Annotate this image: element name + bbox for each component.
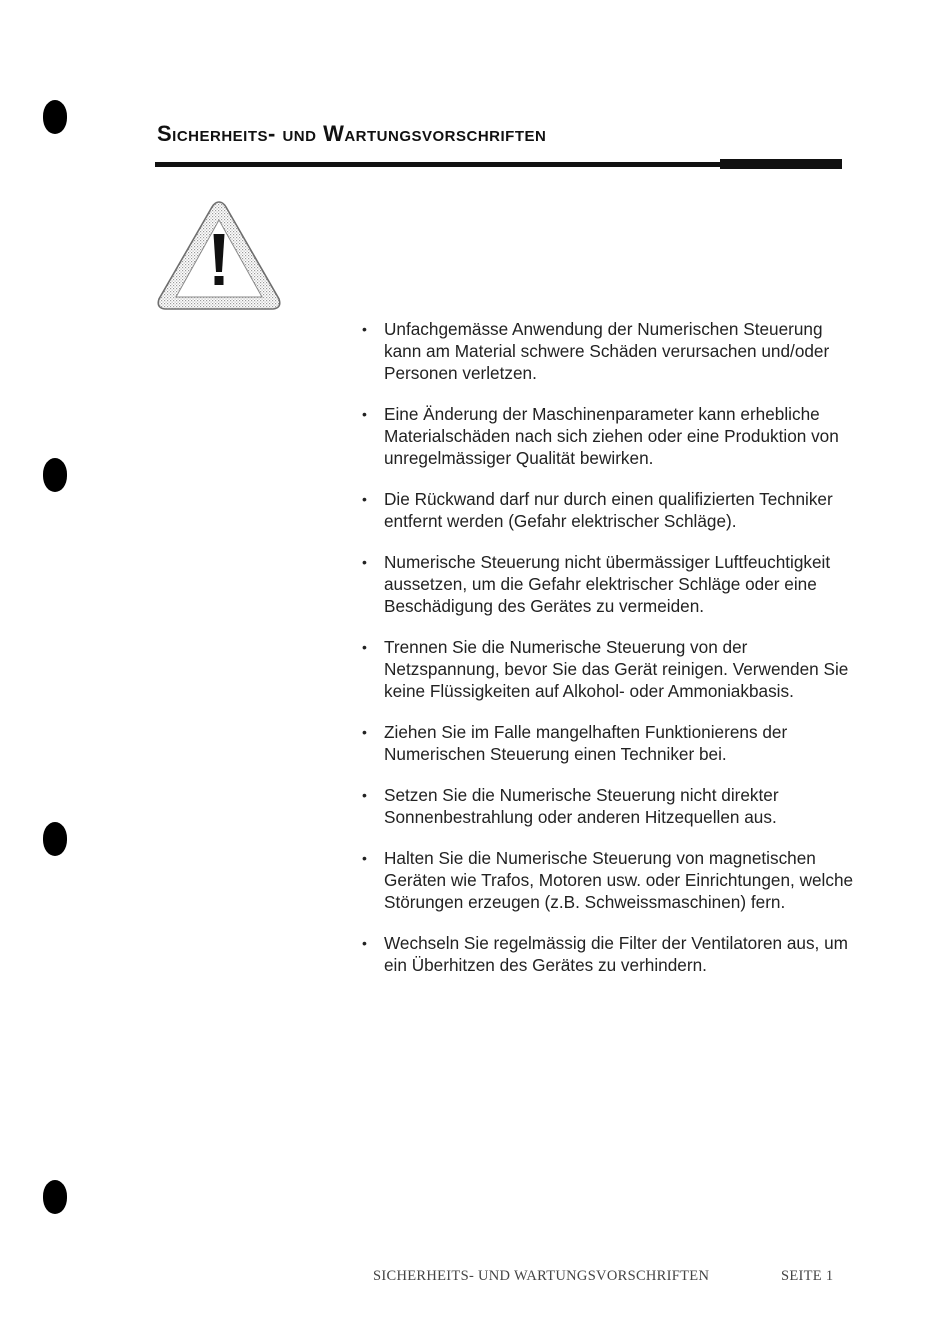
- list-bullet: •: [362, 554, 367, 570]
- list-item-text: Unfachgemässe Anwendung der Numerischen Steuerung kann am Material schwere Schäden verursachen und/oder Personen verletzen.: [384, 319, 830, 383]
- title-rule: [155, 159, 842, 170]
- safety-instructions-list: [360, 318, 860, 995]
- exclamation-warning-triangle-icon: [155, 198, 283, 312]
- punch-hole-4: [43, 1180, 67, 1214]
- list-item: [360, 721, 860, 765]
- punch-hole-3: [43, 822, 67, 856]
- list-item-text: Wechseln Sie regelmässig die Filter der Ventilatoren aus, um ein Überhitzen des Gerätes zu verhindern.: [384, 933, 848, 975]
- list-bullet: •: [362, 724, 367, 740]
- title-rule-thin: [155, 162, 725, 167]
- list-item-text: Halten Sie die Numerische Steuerung von magnetischen Geräten wie Trafos, Motoren usw. oder Einrichtungen, welche Störungen erzeugen (z.B. Schweissmaschinen) fern.: [384, 848, 854, 912]
- list-item: [360, 636, 860, 702]
- list-item-text: Ziehen Sie im Falle mangelhaften Funktionierens der Numerischen Steuerung einen Techniker bei.: [384, 722, 788, 764]
- title-rule-thick: [720, 159, 842, 169]
- list-item-text: Numerische Steuerung nicht übermässiger Luftfeuchtigkeit aussetzen, um die Gefahr elektrischer Schläge oder eine Beschädigung des Gerätes zu vermeiden.: [384, 552, 831, 616]
- page-title: Sicherheits- und Wartungsvorschriften: [157, 121, 547, 146]
- list-item-text: Eine Änderung der Maschinenparameter kann erhebliche Materialschäden nach sich ziehen oder eine Produktion von unregelmässiger Qualität bewirken.: [384, 404, 839, 468]
- list-bullet: •: [362, 491, 367, 507]
- list-item: [360, 847, 860, 913]
- list-item: [360, 784, 860, 828]
- list-item-text: Trennen Sie die Numerische Steuerung von der Netzspannung, bevor Sie das Gerät reinigen. Verwenden Sie keine Flüssigkeiten auf Alkohol- oder Ammoniakbasis.: [384, 637, 849, 701]
- list-item: [360, 932, 860, 976]
- punch-hole-2: [43, 458, 67, 492]
- list-bullet: •: [362, 321, 367, 337]
- list-bullet: •: [362, 639, 367, 655]
- footer-page-number: SEITE 1: [781, 1268, 834, 1284]
- list-bullet: •: [362, 850, 367, 866]
- punch-hole-1: [43, 100, 67, 134]
- list-bullet: •: [362, 787, 367, 803]
- list-item: [360, 318, 860, 384]
- list-item: [360, 551, 860, 617]
- list-item-text: Die Rückwand darf nur durch einen qualifizierten Techniker entfernt werden (Gefahr elektrischer Schläge).: [384, 489, 833, 531]
- list-item: [360, 403, 860, 469]
- list-bullet: •: [362, 406, 367, 422]
- list-item-text: Setzen Sie die Numerische Steuerung nicht direkter Sonnenbestrahlung oder anderen Hitzequellen aus.: [384, 785, 779, 827]
- footer-title: SICHERHEITS- UND WARTUNGSVORSCHRIFTEN: [373, 1268, 710, 1284]
- list-item: [360, 488, 860, 532]
- list-bullet: •: [362, 935, 367, 951]
